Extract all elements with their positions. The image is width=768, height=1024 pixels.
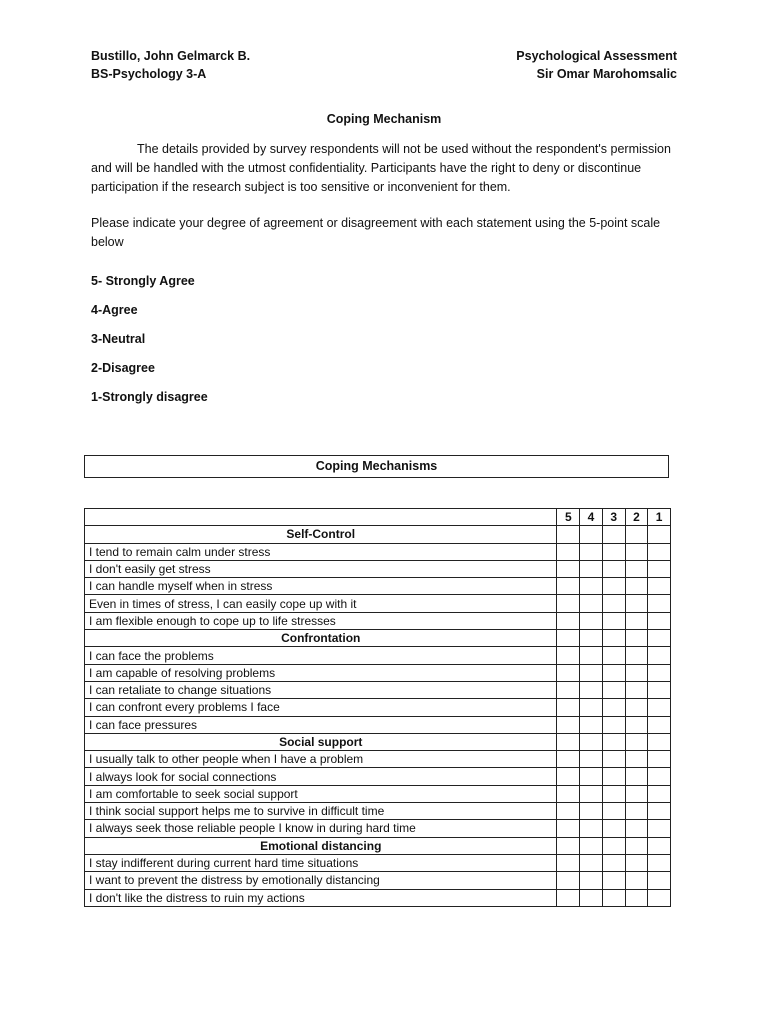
empty-cell [557, 837, 580, 854]
rating-cell-4[interactable] [580, 889, 603, 906]
column-header-2: 2 [625, 509, 648, 526]
statement-cell: I can face pressures [85, 716, 557, 733]
rating-cell-2[interactable] [625, 647, 648, 664]
rating-cell-5[interactable] [557, 560, 580, 577]
empty-cell [580, 630, 603, 647]
statement-cell: I am comfortable to seek social support [85, 785, 557, 802]
rating-cell-3[interactable] [602, 595, 625, 612]
section-title: Confrontation [85, 630, 557, 647]
intro-text [91, 140, 677, 269]
rating-cell-2[interactable] [625, 716, 648, 733]
rating-cell-5[interactable] [557, 647, 580, 664]
table-row [85, 872, 671, 889]
rating-cell-4[interactable] [580, 560, 603, 577]
rating-cell-4[interactable] [580, 664, 603, 681]
rating-cell-3[interactable] [602, 872, 625, 889]
rating-cell-1[interactable] [648, 820, 671, 837]
rating-cell-5[interactable] [557, 543, 580, 560]
rating-cell-1[interactable] [648, 664, 671, 681]
empty-cell [580, 837, 603, 854]
rating-cell-4[interactable] [580, 854, 603, 871]
table-row [85, 803, 671, 820]
rating-cell-5[interactable] [557, 681, 580, 698]
rating-cell-2[interactable] [625, 889, 648, 906]
rating-cell-5[interactable] [557, 664, 580, 681]
rating-cell-4[interactable] [580, 803, 603, 820]
section-row [85, 630, 671, 647]
rating-cell-3[interactable] [602, 803, 625, 820]
scale-legend [91, 272, 208, 417]
rating-cell-2[interactable] [625, 751, 648, 768]
statement-cell: I usually talk to other people when I have a problem [85, 751, 557, 768]
rating-cell-2[interactable] [625, 664, 648, 681]
coping-table-body [85, 509, 671, 907]
rating-cell-4[interactable] [580, 595, 603, 612]
empty-cell [625, 837, 648, 854]
author-name: Bustillo, John Gelmarck B. [91, 49, 251, 63]
rating-cell-1[interactable] [648, 543, 671, 560]
rating-cell-3[interactable] [602, 681, 625, 698]
column-header-1: 1 [648, 509, 671, 526]
rating-cell-5[interactable] [557, 803, 580, 820]
rating-cell-3[interactable] [602, 664, 625, 681]
rating-cell-4[interactable] [580, 647, 603, 664]
rating-cell-3[interactable] [602, 751, 625, 768]
table-row [85, 889, 671, 906]
rating-cell-1[interactable] [648, 560, 671, 577]
column-header-3: 3 [602, 509, 625, 526]
rating-cell-3[interactable] [602, 647, 625, 664]
rating-cell-1[interactable] [648, 768, 671, 785]
header-blank-cell [85, 509, 557, 526]
rating-cell-4[interactable] [580, 578, 603, 595]
rating-cell-4[interactable] [580, 785, 603, 802]
empty-cell [625, 733, 648, 750]
empty-cell [648, 837, 671, 854]
table-row [85, 578, 671, 595]
statement-cell: I tend to remain calm under stress [85, 543, 557, 560]
rating-cell-4[interactable] [580, 716, 603, 733]
rating-cell-1[interactable] [648, 578, 671, 595]
rating-cell-4[interactable] [580, 681, 603, 698]
rating-cell-1[interactable] [648, 889, 671, 906]
rating-cell-5[interactable] [557, 716, 580, 733]
statement-cell: I am flexible enough to cope up to life stresses [85, 612, 557, 629]
table-row [85, 785, 671, 802]
statement-cell: I want to prevent the distress by emotionally distancing [85, 872, 557, 889]
rating-cell-2[interactable] [625, 543, 648, 560]
coping-mechanisms-heading: Coping Mechanisms [84, 455, 669, 478]
section-row [85, 837, 671, 854]
rating-cell-5[interactable] [557, 872, 580, 889]
rating-cell-2[interactable] [625, 595, 648, 612]
rating-cell-3[interactable] [602, 560, 625, 577]
rating-cell-5[interactable] [557, 578, 580, 595]
rating-cell-4[interactable] [580, 768, 603, 785]
rating-cell-2[interactable] [625, 820, 648, 837]
course-block [516, 47, 677, 83]
table-row [85, 612, 671, 629]
empty-cell [648, 526, 671, 543]
rating-cell-1[interactable] [648, 612, 671, 629]
table-row [85, 560, 671, 577]
rating-cell-3[interactable] [602, 543, 625, 560]
table-header-row [85, 509, 671, 526]
empty-cell [625, 526, 648, 543]
rating-cell-5[interactable] [557, 820, 580, 837]
rating-cell-5[interactable] [557, 785, 580, 802]
rating-cell-1[interactable] [648, 854, 671, 871]
author-block [91, 47, 250, 83]
empty-cell [602, 837, 625, 854]
empty-cell [602, 630, 625, 647]
rating-cell-3[interactable] [602, 578, 625, 595]
rating-cell-4[interactable] [580, 751, 603, 768]
section-row [85, 733, 671, 750]
rating-cell-3[interactable] [602, 716, 625, 733]
rating-cell-1[interactable] [648, 803, 671, 820]
statement-cell: I think social support helps me to survive in difficult time [85, 803, 557, 820]
empty-cell [557, 733, 580, 750]
table-row [85, 664, 671, 681]
rating-cell-2[interactable] [625, 578, 648, 595]
rating-cell-5[interactable] [557, 889, 580, 906]
empty-cell [602, 526, 625, 543]
column-header-5: 5 [557, 509, 580, 526]
empty-cell [580, 733, 603, 750]
rating-cell-2[interactable] [625, 854, 648, 871]
rating-cell-1[interactable] [648, 595, 671, 612]
statement-cell: I can face the problems [85, 647, 557, 664]
table-row [85, 543, 671, 560]
table-row [85, 595, 671, 612]
rating-cell-4[interactable] [580, 612, 603, 629]
rating-cell-2[interactable] [625, 785, 648, 802]
rating-cell-4[interactable] [580, 872, 603, 889]
rating-cell-3[interactable] [602, 699, 625, 716]
statement-cell: I always seek those reliable people I know in during hard time [85, 820, 557, 837]
scale-item-5: 5- Strongly Agree [91, 274, 195, 288]
section-title: Self-Control [85, 526, 557, 543]
table-row [85, 854, 671, 871]
rating-cell-1[interactable] [648, 751, 671, 768]
rating-cell-2[interactable] [625, 681, 648, 698]
rating-cell-4[interactable] [580, 699, 603, 716]
statement-cell: I don't easily get stress [85, 560, 557, 577]
table-row [85, 820, 671, 837]
section-title: Emotional distancing [85, 837, 557, 854]
empty-cell [625, 630, 648, 647]
statement-cell: I don't like the distress to ruin my actions [85, 889, 557, 906]
table-row [85, 681, 671, 698]
rating-cell-1[interactable] [648, 681, 671, 698]
rating-cell-3[interactable] [602, 889, 625, 906]
scale-item-3: 3-Neutral [91, 332, 146, 346]
rating-cell-2[interactable] [625, 699, 648, 716]
rating-cell-4[interactable] [580, 543, 603, 560]
empty-cell [648, 733, 671, 750]
rating-cell-3[interactable] [602, 820, 625, 837]
scale-item-1: 1-Strongly disagree [91, 390, 208, 404]
confidentiality-paragraph: The details provided by survey respondents will not be used without the respondent's permission and will be handled with the utmost confidentiality. Participants have the right to deny or discontinue participation if the research subject is too sensitive or inconvenient for them. [91, 142, 671, 194]
table-row [85, 716, 671, 733]
empty-cell [648, 630, 671, 647]
column-header-4: 4 [580, 509, 603, 526]
author-section: BS-Psychology 3-A [91, 67, 207, 81]
empty-cell [557, 526, 580, 543]
scale-item-4: 4-Agree [91, 303, 138, 317]
statement-cell: I stay indifferent during current hard time situations [85, 854, 557, 871]
page-title: Coping Mechanism [326, 112, 442, 126]
table-row [85, 699, 671, 716]
statement-cell: I always look for social connections [85, 768, 557, 785]
course-name: Psychological Assessment [516, 49, 677, 63]
coping-table [84, 508, 671, 907]
rating-cell-2[interactable] [625, 560, 648, 577]
rating-cell-3[interactable] [602, 785, 625, 802]
rating-cell-1[interactable] [648, 785, 671, 802]
rating-cell-5[interactable] [557, 612, 580, 629]
rating-cell-1[interactable] [648, 872, 671, 889]
rating-cell-2[interactable] [625, 872, 648, 889]
statement-cell: I can handle myself when in stress [85, 578, 557, 595]
statement-cell: Even in times of stress, I can easily cope up with it [85, 595, 557, 612]
table-row [85, 751, 671, 768]
rating-cell-5[interactable] [557, 699, 580, 716]
rating-cell-5[interactable] [557, 751, 580, 768]
statement-cell: I can confront every problems I face [85, 699, 557, 716]
instructions-paragraph: Please indicate your degree of agreement or disagreement with each statement using the 5-point scale below [91, 216, 661, 249]
rating-cell-1[interactable] [648, 699, 671, 716]
rating-cell-3[interactable] [602, 854, 625, 871]
instructor-name: Sir Omar Marohomsalic [536, 67, 677, 81]
rating-cell-1[interactable] [648, 647, 671, 664]
empty-cell [580, 526, 603, 543]
section-title: Social support [85, 733, 557, 750]
rating-cell-1[interactable] [648, 716, 671, 733]
rating-cell-4[interactable] [580, 820, 603, 837]
table-row [85, 768, 671, 785]
scale-item-2: 2-Disagree [91, 361, 155, 375]
empty-cell [557, 630, 580, 647]
rating-cell-3[interactable] [602, 612, 625, 629]
rating-cell-3[interactable] [602, 768, 625, 785]
section-row [85, 526, 671, 543]
table-row [85, 647, 671, 664]
statement-cell: I am capable of resolving problems [85, 664, 557, 681]
rating-cell-5[interactable] [557, 595, 580, 612]
rating-cell-2[interactable] [625, 612, 648, 629]
rating-cell-5[interactable] [557, 768, 580, 785]
statement-cell: I can retaliate to change situations [85, 681, 557, 698]
empty-cell [602, 733, 625, 750]
rating-cell-2[interactable] [625, 803, 648, 820]
rating-cell-2[interactable] [625, 768, 648, 785]
rating-cell-5[interactable] [557, 854, 580, 871]
